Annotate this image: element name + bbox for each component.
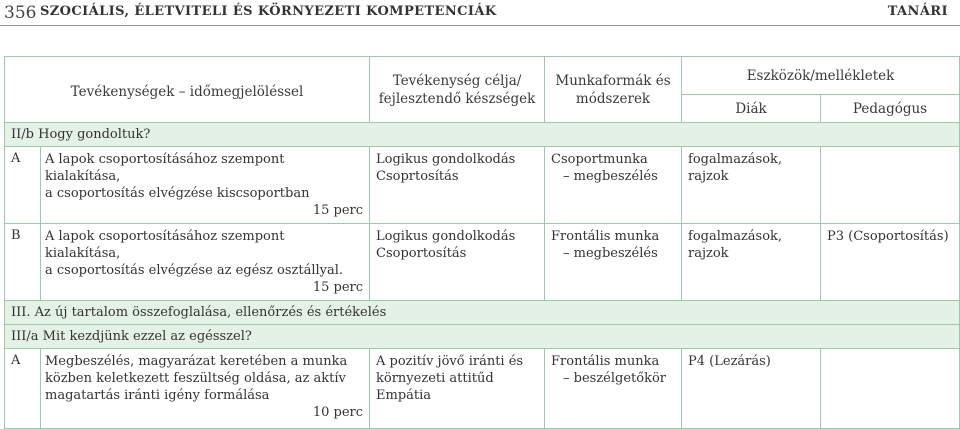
col-header-goal-line2: fejlesztendő készségek xyxy=(378,90,536,107)
form-line: – megbeszélés xyxy=(563,246,658,261)
activity-cell xyxy=(41,224,370,301)
form-cell xyxy=(545,224,682,301)
col-header-goal xyxy=(370,57,545,123)
student-tools-line: rajzok xyxy=(688,246,729,261)
page-header xyxy=(0,0,960,38)
form-cell xyxy=(545,349,682,429)
duration: 15 perc xyxy=(312,280,364,295)
goal-line: Empátia xyxy=(376,388,432,403)
col-header-activities: Tevékenységek – időmegjelöléssel xyxy=(5,57,370,123)
goal-line: környezeti attitűd xyxy=(376,371,494,386)
student-tools-line: fogalmazások, xyxy=(688,229,783,244)
col-header-teacher: Pedagógus xyxy=(821,95,960,123)
activity-line: Megbeszélés, magyarázat keretében a munka xyxy=(45,354,348,369)
student-tools-cell xyxy=(682,224,821,301)
form-line: – beszélgetőkör xyxy=(563,371,667,386)
header-rule xyxy=(0,25,960,26)
goal-line: Logikus gondolkodás xyxy=(376,229,516,244)
col-header-tools: Eszközök/mellékletek xyxy=(682,57,960,95)
row-label: A xyxy=(5,147,41,224)
form-line: Csoportmunka xyxy=(551,152,648,167)
student-tools-cell xyxy=(682,147,821,224)
section-title: III. Az új tartalom összefoglalása, ellenőrzés és értékelés xyxy=(5,301,960,325)
goal-cell xyxy=(370,349,545,429)
goal-line: A pozitív jövő iránti és xyxy=(376,354,524,369)
form-line: Frontális munka xyxy=(551,354,660,369)
duration: 10 perc xyxy=(312,405,364,420)
page-number: 356 xyxy=(4,3,37,23)
goal-cell xyxy=(370,224,545,301)
row-label: A xyxy=(5,349,41,429)
goal-line: Logikus gondolkodás xyxy=(376,152,516,167)
col-header-forms-line2: módszerek xyxy=(575,90,651,107)
teacher-tools-cell xyxy=(821,147,960,224)
col-header-goal-line1: Tevékenység célja/ xyxy=(392,72,522,89)
running-title: SZOCIÁLIS, ÉLETVITELI ÉS KÖRNYEZETI KOMPETENCIÁK xyxy=(40,4,497,19)
lesson-plan-table xyxy=(4,56,960,429)
teacher-tools-cell: P3 (Csoportosítás) xyxy=(821,224,960,301)
student-tools-line: fogalmazások, xyxy=(688,152,783,167)
teacher-tools-cell xyxy=(821,349,960,429)
form-cell xyxy=(545,147,682,224)
student-tools-cell: P4 (Lezárás) xyxy=(682,349,821,429)
section-title: II/b Hogy gondoltuk? xyxy=(5,123,960,147)
running-right-label: TANÁRI xyxy=(887,4,948,19)
activity-cell xyxy=(41,147,370,224)
col-header-forms-line1: Munkaformák és xyxy=(555,72,671,89)
duration: 15 perc xyxy=(312,203,364,218)
activity-line: a csoportosítás elvégzése kiscsoportban xyxy=(45,186,310,201)
col-header-forms xyxy=(545,57,682,123)
activity-line: közben keletkezett feszültség oldása, az aktív xyxy=(45,371,346,386)
activity-line: magatartás iránti igény formálása xyxy=(45,388,270,403)
form-line: Frontális munka xyxy=(551,229,660,244)
goal-cell xyxy=(370,147,545,224)
subsection-title: III/a Mit kezdjünk ezzel az egésszel? xyxy=(5,325,960,349)
activity-line: a csoportosítás elvégzése az egész osztállyal. xyxy=(45,263,344,278)
activity-line: A lapok csoportosításához szempont kialakítása, xyxy=(45,229,285,261)
activity-line: A lapok csoportosításához szempont kialakítása, xyxy=(45,152,285,184)
goal-line: Csoprtosítás xyxy=(376,169,459,184)
goal-line: Csoportosítás xyxy=(376,246,467,261)
activity-cell xyxy=(41,349,370,429)
form-line: – megbeszélés xyxy=(563,169,658,184)
row-label: B xyxy=(5,224,41,301)
student-tools-line: rajzok xyxy=(688,169,729,184)
col-header-student: Diák xyxy=(682,95,821,123)
